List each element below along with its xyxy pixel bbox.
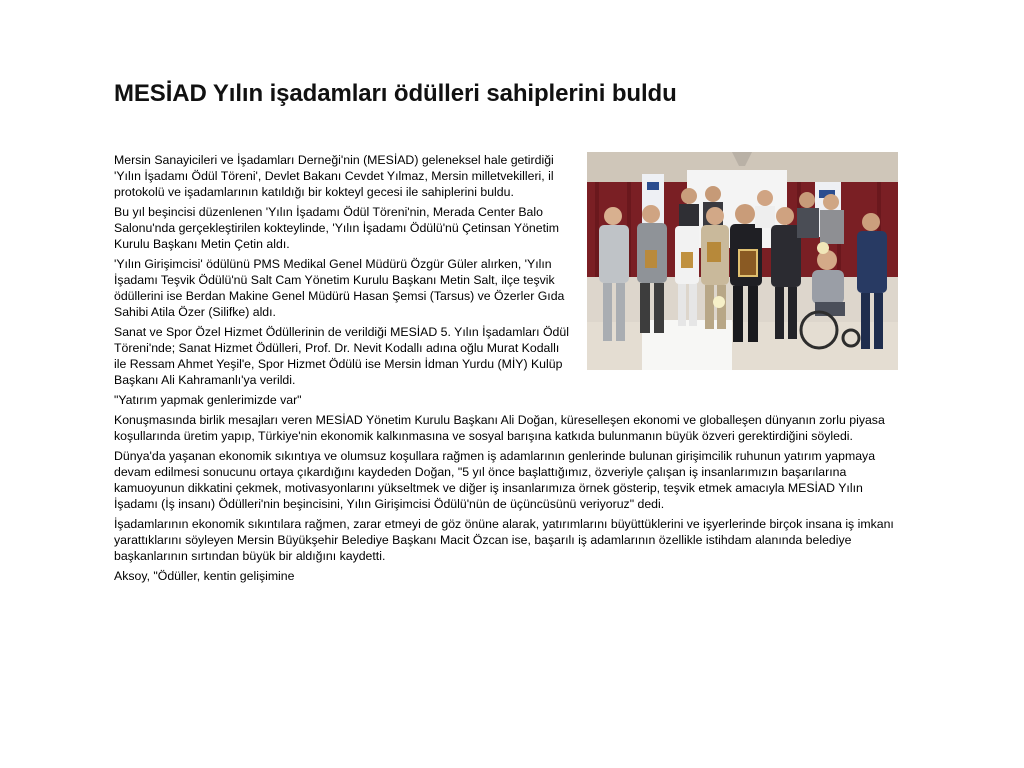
article-paragraph: İşadamlarının ekonomik sıkıntılara rağmen, zarar etmeyi de göz önüne alarak, yatırımlarını büyüttüklerini ve işyerlerinde birçok insana iş imkanı yarattıklarını söyleyen Mersin Büyükşehir Belediye Başkanı Macit Özcan ise, başarılı iş adamlarının özellikle istihdam alanında belediye başkanlarının sırtından büyük bir aldığını kaydetti. (114, 517, 894, 563)
article-paragraph: Sanat ve Spor Özel Hizmet Ödüllerinin de verildiği MESİAD 5. Yılın İşadamları Ödül Töreni'nde; Sanat Hizmet Ödülleri, Prof. Dr. Nevit Kodallı adına oğlu Murat Kodallı ile Ressam Ahmet Yeşil'e, Spor Hizmet Ödülü ise Mersin İdman Yurdu (MİY) Kulüp Başkanı Ali Kahramanlı'ya verildi. (114, 325, 569, 387)
news-article (114, 78, 898, 588)
article-headline: MESİAD Yılın işadamları ödülleri sahiplerini buldu (114, 80, 677, 107)
article-paragraph: 'Yılın Girişimcisi' ödülünü PMS Medikal Genel Müdürü Özgür Güler alırken, 'Yılın İşadamı Teşvik Ödülü'nü Salt Cam Yönetim Kurulu Başkanı Metin Salt, ilçe teşvik ödüllerini ise Berdan Makine Genel Müdürü Hasan Şemsi (Tarsus) ve Özerler Gıda Sahibi Atila Özer (Silifke) aldı. (114, 257, 565, 319)
article-subheading: "Yatırım yapmak genlerimizde var" (114, 393, 302, 407)
article-paragraph: Bu yıl beşincisi düzenlenen 'Yılın İşadamı Ödül Töreni'nin, Merada Center Balo Salonu'nda gerçekleştirilen kokteylinde, 'Yılın İşadamı Ödülü'nü Çetinsan Yönetim Kurulu Başkanı Metin Çetin aldı. (114, 205, 559, 251)
article-paragraph: Mersin Sanayicileri ve İşadamları Derneği'nin (MESİAD) geleneksel hale getirdiği 'Yılın İşadamı Ödül Töreni', Devlet Bakanı Cevdet Yılmaz, Mersin milletvekilleri, il protokolü ve işadamlarının katıldığı bir kokteyl gecesi ile sahiplerini buldu. (114, 153, 554, 199)
article-body (114, 110, 898, 584)
article-paragraph: Konuşmasında birlik mesajları veren MESİAD Yönetim Kurulu Başkanı Ali Doğan, küreselleşen ekonomi ve globalleşen dünyanın zorlu piyasa koşullarında üretim yapıp, Türkiye'nin ekonomik kalkınmasına ve sosyal barışına katkıda bulunmanın büyük özveri gerektirdiğini söyledi. (114, 413, 885, 443)
article-paragraph: Aksoy, "Ödüller, kentin gelişimine (114, 569, 295, 583)
article-paragraph: Dünya'da yaşanan ekonomik sıkıntıya ve olumsuz koşullara rağmen iş adamlarının genlerinde bulunan girişimcilik ruhunun yatırım yapmaya devam edilmesi sonucunu ortaya çıkardığını kaydeden Doğan, "5 yıl önce başlattığımız, özveriyle çalışan iş insanlarımızın başarılarına kamuoyunun dikkatini çekmek, motivasyonlarını yükseltmek ve diğer iş insanlarımıza örnek gösterip, teşvik etmek amacıyla MESİAD Yılın İşadamı (İş insanı) Ödülleri'nin beşincisini, Yılın Girişimcisi Ödülü'nün de üçüncüsünü veriyoruz" dedi. (114, 449, 876, 511)
award-ceremony-photo-icon (587, 152, 898, 370)
